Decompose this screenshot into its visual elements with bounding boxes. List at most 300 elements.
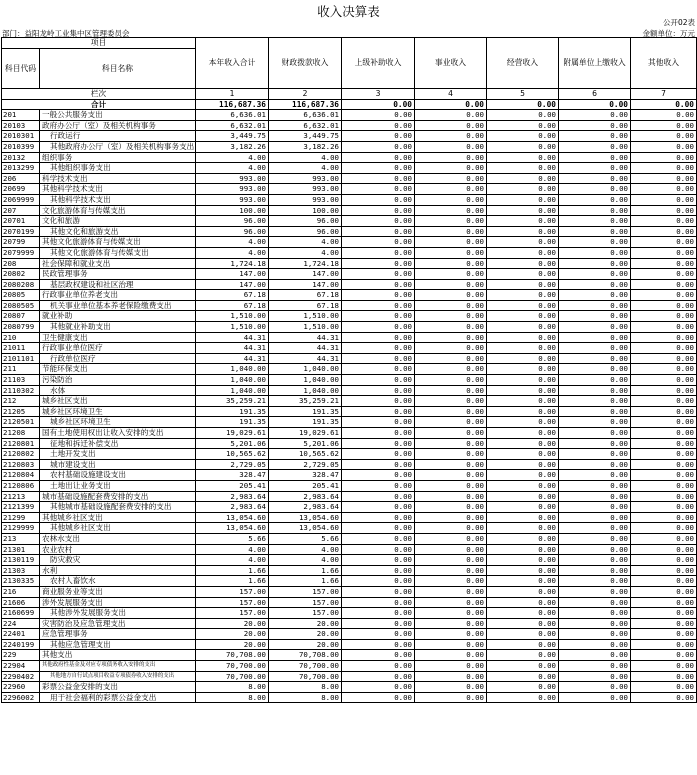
table-row [2,533,697,544]
subject-name: 文化旅游体育与传媒支出 [40,205,196,216]
table-row [2,226,697,237]
superior-subsidy: 0.00 [342,237,415,248]
subject-name: 水体 [40,385,196,396]
business-income: 0.00 [415,194,487,205]
subject-code: 2010399 [2,141,40,152]
other-income: 0.00 [631,533,697,544]
superior-subsidy: 0.00 [342,131,415,142]
subject-code: 2121399 [2,502,40,513]
business-income: 0.00 [415,671,487,682]
operating-income: 0.00 [487,682,559,693]
operating-income: 0.00 [487,470,559,481]
table-row [2,671,697,682]
superior-subsidy: 0.00 [342,533,415,544]
superior-subsidy: 0.00 [342,258,415,269]
subject-name: 行政单位医疗 [40,353,196,364]
business-income: 0.00 [415,491,487,502]
total-income: 1,724.18 [196,258,269,269]
affiliate-income: 0.00 [559,449,631,460]
affiliate-income: 0.00 [559,491,631,502]
other-income: 0.00 [631,682,697,693]
operating-income: 0.00 [487,353,559,364]
table-row [2,544,697,555]
operating-income: 0.00 [487,300,559,311]
other-income: 0.00 [631,565,697,576]
other-income: 0.00 [631,576,697,587]
business-income: 0.00 [415,237,487,248]
operating-income: 0.00 [487,586,559,597]
operating-income: 0.00 [487,131,559,142]
total-income: 4.00 [196,247,269,258]
affiliate-income: 0.00 [559,417,631,428]
table-row [2,205,697,216]
lanci-label: 栏次 [2,89,196,100]
total-income: 147.00 [196,279,269,290]
subject-code: 2070199 [2,226,40,237]
subject-name: 其他政府性基金及对应专项债务收入安排的支出 [40,661,196,672]
table-row [2,194,697,205]
subject-code: 2129999 [2,523,40,534]
subject-code: 2120501 [2,417,40,428]
table-row [2,512,697,523]
affiliate-income: 0.00 [559,194,631,205]
subject-name: 其他文化和旅游支出 [40,226,196,237]
fiscal-income: 191.35 [269,406,342,417]
other-income: 0.00 [631,396,697,407]
table-row [2,173,697,184]
superior-subsidy: 0.00 [342,650,415,661]
total-income: 1.66 [196,576,269,587]
header-col-5: 经营收入 [487,38,559,89]
fiscal-income: 1,510.00 [269,311,342,322]
table-row [2,141,697,152]
business-income: 0.00 [415,258,487,269]
subject-code: 2120804 [2,470,40,481]
superior-subsidy: 0.00 [342,470,415,481]
subject-code: 2101101 [2,353,40,364]
superior-subsidy: 0.00 [342,639,415,650]
total-income: 1,510.00 [196,322,269,333]
subject-name: 土地开发支出 [40,449,196,460]
lanci-num: 7 [631,89,697,100]
table-row [2,449,697,460]
fiscal-income: 147.00 [269,269,342,280]
business-income: 0.00 [415,152,487,163]
table-row [2,608,697,619]
affiliate-income: 0.00 [559,576,631,587]
subject-name: 农林水支出 [40,533,196,544]
total-income: 993.00 [196,184,269,195]
operating-income: 0.00 [487,385,559,396]
business-income: 0.00 [415,226,487,237]
superior-subsidy: 0.00 [342,375,415,386]
total-value: 0.00 [342,99,415,110]
subject-name: 其他地方自行试点项目收益专项债券收入安排的支出 [40,671,196,682]
table-row [2,459,697,470]
total-income: 20.00 [196,629,269,640]
operating-income: 0.00 [487,120,559,131]
business-income: 0.00 [415,523,487,534]
subject-name: 其他组织事务支出 [40,163,196,174]
superior-subsidy: 0.00 [342,491,415,502]
total-income: 44.31 [196,343,269,354]
affiliate-income: 0.00 [559,152,631,163]
business-income: 0.00 [415,565,487,576]
table-row [2,438,697,449]
subject-name: 灾害防治及应急管理支出 [40,618,196,629]
other-income: 0.00 [631,650,697,661]
other-income: 0.00 [631,205,697,216]
subject-name: 用于社会福利的彩票公益金支出 [40,692,196,703]
superior-subsidy: 0.00 [342,205,415,216]
other-income: 0.00 [631,459,697,470]
fiscal-income: 13,054.60 [269,512,342,523]
operating-income: 0.00 [487,576,559,587]
table-row [2,491,697,502]
subject-code: 21213 [2,491,40,502]
table-row [2,428,697,439]
fiscal-income: 993.00 [269,173,342,184]
subject-name: 污染防治 [40,375,196,386]
other-income: 0.00 [631,661,697,672]
income-table [1,37,697,703]
total-value: 0.00 [487,99,559,110]
table-row [2,523,697,534]
subject-code: 2080799 [2,322,40,333]
subject-code: 2130335 [2,576,40,587]
table-row [2,639,697,650]
other-income: 0.00 [631,290,697,301]
table-row [2,300,697,311]
affiliate-income: 0.00 [559,650,631,661]
total-income: 4.00 [196,163,269,174]
operating-income: 0.00 [487,247,559,258]
subject-name: 其他城乡社区支出 [40,523,196,534]
business-income: 0.00 [415,576,487,587]
fiscal-income: 13,054.60 [269,523,342,534]
business-income: 0.00 [415,216,487,227]
total-income: 1,040.00 [196,364,269,375]
subject-code: 2240199 [2,639,40,650]
table-row [2,502,697,513]
affiliate-income: 0.00 [559,661,631,672]
lanci-num: 1 [196,89,269,100]
business-income: 0.00 [415,417,487,428]
lanci-num: 5 [487,89,559,100]
fiscal-income: 3,449.75 [269,131,342,142]
subject-name: 商业服务业等支出 [40,586,196,597]
business-income: 0.00 [415,247,487,258]
superior-subsidy: 0.00 [342,661,415,672]
subject-code: 2296002 [2,692,40,703]
total-income: 44.31 [196,332,269,343]
business-income: 0.00 [415,544,487,555]
subject-name: 其他应急管理支出 [40,639,196,650]
table-row [2,247,697,258]
affiliate-income: 0.00 [559,322,631,333]
subject-name: 就业补助 [40,311,196,322]
affiliate-income: 0.00 [559,258,631,269]
affiliate-income: 0.00 [559,512,631,523]
affiliate-income: 0.00 [559,205,631,216]
subject-name: 水利 [40,565,196,576]
total-row [2,99,697,110]
operating-income: 0.00 [487,523,559,534]
affiliate-income: 0.00 [559,555,631,566]
total-income: 157.00 [196,597,269,608]
business-income: 0.00 [415,300,487,311]
operating-income: 0.00 [487,216,559,227]
total-income: 67.18 [196,290,269,301]
total-income: 157.00 [196,608,269,619]
affiliate-income: 0.00 [559,141,631,152]
other-income: 0.00 [631,480,697,491]
subject-name: 其他城乡社区支出 [40,512,196,523]
superior-subsidy: 0.00 [342,692,415,703]
superior-subsidy: 0.00 [342,438,415,449]
affiliate-income: 0.00 [559,470,631,481]
superior-subsidy: 0.00 [342,512,415,523]
other-income: 0.00 [631,311,697,322]
business-income: 0.00 [415,608,487,619]
table-row [2,343,697,354]
fiscal-income: 993.00 [269,184,342,195]
other-income: 0.00 [631,428,697,439]
subject-code: 2110302 [2,385,40,396]
table-row [2,480,697,491]
fiscal-income: 20.00 [269,618,342,629]
operating-income: 0.00 [487,163,559,174]
fiscal-income: 147.00 [269,279,342,290]
subject-name: 机关事业单位基本养老保险缴费支出 [40,300,196,311]
other-income: 0.00 [631,544,697,555]
affiliate-income: 0.00 [559,692,631,703]
fiscal-income: 191.35 [269,417,342,428]
total-income: 5,201.06 [196,438,269,449]
operating-income: 0.00 [487,608,559,619]
subject-name: 科学技术支出 [40,173,196,184]
other-income: 0.00 [631,194,697,205]
total-income: 4.00 [196,544,269,555]
other-income: 0.00 [631,300,697,311]
superior-subsidy: 0.00 [342,480,415,491]
other-income: 0.00 [631,618,697,629]
other-income: 0.00 [631,163,697,174]
subject-code: 20132 [2,152,40,163]
business-income: 0.00 [415,385,487,396]
total-income: 67.18 [196,300,269,311]
table-row [2,586,697,597]
business-income: 0.00 [415,438,487,449]
subject-name: 城乡社区环境卫生 [40,406,196,417]
business-income: 0.00 [415,290,487,301]
affiliate-income: 0.00 [559,173,631,184]
total-income: 6,636.01 [196,110,269,121]
subject-code: 2290402 [2,671,40,682]
operating-income: 0.00 [487,269,559,280]
business-income: 0.00 [415,141,487,152]
subject-code: 2130119 [2,555,40,566]
table-row [2,184,697,195]
business-income: 0.00 [415,131,487,142]
fiscal-income: 20.00 [269,639,342,650]
affiliate-income: 0.00 [559,343,631,354]
superior-subsidy: 0.00 [342,502,415,513]
fiscal-income: 10,565.62 [269,449,342,460]
subject-name: 土地出让业务支出 [40,480,196,491]
business-income: 0.00 [415,205,487,216]
business-income: 0.00 [415,332,487,343]
subject-code: 2080505 [2,300,40,311]
other-income: 0.00 [631,216,697,227]
affiliate-income: 0.00 [559,639,631,650]
fiscal-income: 44.31 [269,353,342,364]
subject-code: 20802 [2,269,40,280]
table-row [2,385,697,396]
superior-subsidy: 0.00 [342,322,415,333]
fiscal-income: 993.00 [269,194,342,205]
subject-name: 其他政府办公厅（室）及相关机构事务支出 [40,141,196,152]
fiscal-income: 1,040.00 [269,385,342,396]
report-title: 收入决算表 [317,4,380,19]
superior-subsidy: 0.00 [342,385,415,396]
subject-code: 2069999 [2,194,40,205]
affiliate-income: 0.00 [559,131,631,142]
other-income: 0.00 [631,586,697,597]
total-income: 19,029.61 [196,428,269,439]
lanci-num: 2 [269,89,342,100]
superior-subsidy: 0.00 [342,586,415,597]
table-row [2,555,697,566]
subject-name: 节能环保支出 [40,364,196,375]
fiscal-income: 1,724.18 [269,258,342,269]
subject-name: 社会保障和就业支出 [40,258,196,269]
fiscal-income: 67.18 [269,300,342,311]
subject-name: 民政管理事务 [40,269,196,280]
fiscal-income: 5.66 [269,533,342,544]
other-income: 0.00 [631,173,697,184]
subject-code: 22401 [2,629,40,640]
subject-code: 21303 [2,565,40,576]
superior-subsidy: 0.00 [342,279,415,290]
operating-income: 0.00 [487,226,559,237]
other-income: 0.00 [631,417,697,428]
superior-subsidy: 0.00 [342,110,415,121]
total-value: 0.00 [559,99,631,110]
total-income: 44.31 [196,353,269,364]
other-income: 0.00 [631,555,697,566]
business-income: 0.00 [415,406,487,417]
operating-income: 0.00 [487,533,559,544]
superior-subsidy: 0.00 [342,247,415,258]
business-income: 0.00 [415,173,487,184]
table-row [2,396,697,407]
other-income: 0.00 [631,512,697,523]
other-income: 0.00 [631,523,697,534]
subject-code: 21103 [2,375,40,386]
business-income: 0.00 [415,512,487,523]
fiscal-income: 1,040.00 [269,375,342,386]
other-income: 0.00 [631,597,697,608]
other-income: 0.00 [631,131,697,142]
total-income: 205.41 [196,480,269,491]
subject-name: 涉外发展服务支出 [40,597,196,608]
total-income: 96.00 [196,216,269,227]
total-income: 157.00 [196,586,269,597]
operating-income: 0.00 [487,480,559,491]
affiliate-income: 0.00 [559,671,631,682]
operating-income: 0.00 [487,438,559,449]
total-income: 13,054.60 [196,523,269,534]
subject-name: 基层政权建设和社区治理 [40,279,196,290]
operating-income: 0.00 [487,396,559,407]
fiscal-income: 205.41 [269,480,342,491]
subject-name: 政府办公厅（室）及相关机构事务 [40,120,196,131]
subject-code: 2120803 [2,459,40,470]
superior-subsidy: 0.00 [342,184,415,195]
fiscal-income: 100.00 [269,205,342,216]
other-income: 0.00 [631,110,697,121]
superior-subsidy: 0.00 [342,269,415,280]
subject-code: 22904 [2,661,40,672]
subject-name: 其他文化旅游体育与传媒支出 [40,247,196,258]
affiliate-income: 0.00 [559,629,631,640]
subject-code: 210 [2,332,40,343]
subject-code: 2080208 [2,279,40,290]
operating-income: 0.00 [487,502,559,513]
table-row [2,110,697,121]
operating-income: 0.00 [487,311,559,322]
total-income: 4.00 [196,152,269,163]
fiscal-income: 70,700.00 [269,661,342,672]
superior-subsidy: 0.00 [342,343,415,354]
total-value: 116,687.36 [196,99,269,110]
subject-name: 城市基础设施配套费安排的支出 [40,491,196,502]
affiliate-income: 0.00 [559,597,631,608]
total-income: 1,040.00 [196,385,269,396]
operating-income: 0.00 [487,343,559,354]
other-income: 0.00 [631,332,697,343]
other-income: 0.00 [631,639,697,650]
subject-code: 201 [2,110,40,121]
operating-income: 0.00 [487,258,559,269]
other-income: 0.00 [631,385,697,396]
superior-subsidy: 0.00 [342,597,415,608]
header-project: 项目 [2,38,196,49]
table-row [2,152,697,163]
other-income: 0.00 [631,502,697,513]
superior-subsidy: 0.00 [342,141,415,152]
other-income: 0.00 [631,438,697,449]
superior-subsidy: 0.00 [342,544,415,555]
business-income: 0.00 [415,353,487,364]
other-income: 0.00 [631,141,697,152]
operating-income: 0.00 [487,152,559,163]
table-row [2,375,697,386]
header-col-6: 附属单位上缴收入 [559,38,631,89]
subject-code: 2079999 [2,247,40,258]
business-income: 0.00 [415,480,487,491]
fiscal-income: 2,983.64 [269,502,342,513]
operating-income: 0.00 [487,417,559,428]
table-row [2,131,697,142]
superior-subsidy: 0.00 [342,364,415,375]
table-row [2,258,697,269]
table-row [2,120,697,131]
operating-income: 0.00 [487,173,559,184]
total-income: 993.00 [196,173,269,184]
superior-subsidy: 0.00 [342,555,415,566]
